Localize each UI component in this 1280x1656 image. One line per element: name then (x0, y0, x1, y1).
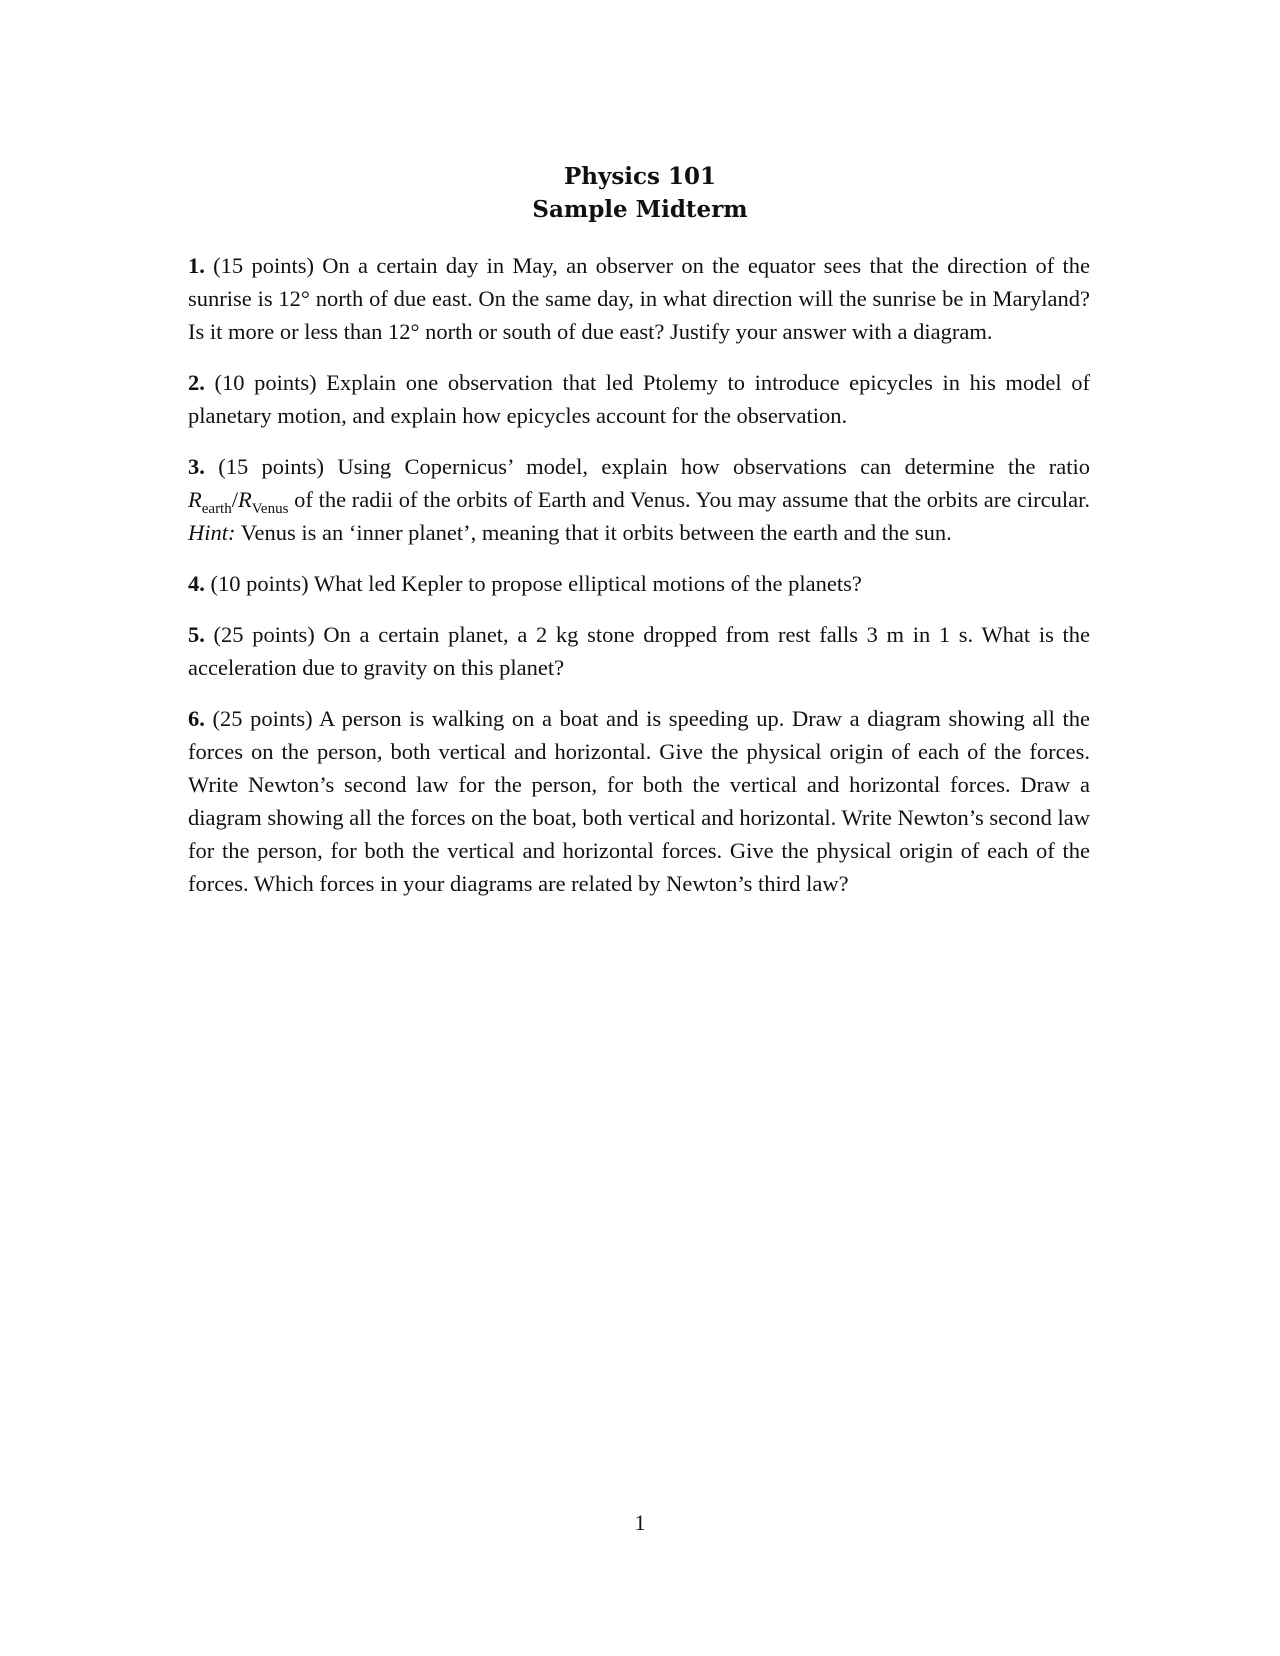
question-list (188, 249, 1090, 918)
question-6 (188, 702, 1090, 900)
ratio-symbol-earth: R (188, 487, 202, 512)
question-number: 6. (188, 706, 205, 731)
question-text: What led Kepler to propose elliptical motions of the planets? (313, 571, 862, 596)
question-number: 1. (188, 253, 205, 278)
question-number: 4. (188, 571, 205, 596)
question-2 (188, 366, 1090, 432)
question-text: A person is walking on a boat and is speeding up. Draw a diagram showing all the forces on the person, both vertical and horizontal. Give the physical origin of each of the forces. Write Newton’s second law for the person, for both the vertical and horizontal forces. Draw a diagram showing all the forces on the boat, both vertical and horizontal. Write Newton’s second law for the person, for both the vertical and horizontal forces. Give the physical origin of each of the forces. Which forces in your diagrams are related by Newton’s third law? (188, 706, 1090, 896)
question-text: On a certain day in May, an observer on the equator sees that the direction of the sunrise is 12° north of due east. On the same day, in what direction will the sunrise be in Maryland? Is it more or less than 12° north or south of due east? Justify your answer with a diagram. (188, 253, 1091, 344)
ratio-slash: / (231, 487, 238, 512)
question-text-after: Venus is an ‘inner planet’, meaning that it orbits between the earth and the sun. (240, 520, 952, 545)
ratio-expression (188, 487, 289, 517)
question-text-middle: of the radii of the orbits of Earth and Venus. You may assume that the orbits are circular. (294, 487, 1091, 512)
question-5 (188, 618, 1090, 684)
question-points: (15 points) (218, 454, 325, 479)
question-points: (15 points) (213, 253, 314, 278)
question-text: On a certain planet, a 2 kg stone dropped from rest falls 3 m in 1 s. What is the acceleration due to gravity on this planet? (188, 622, 1090, 680)
ratio-symbol-venus: R (238, 487, 252, 512)
question-text-before: Using Copernicus’ model, explain how observations can determine the ratio (337, 454, 1091, 479)
document-title: Physics 101 (563, 163, 717, 190)
question-points: (10 points) (214, 370, 317, 395)
question-points: (10 points) (210, 571, 309, 596)
question-number: 2. (188, 370, 205, 395)
question-4 (188, 567, 1090, 600)
title-block (0, 160, 1280, 226)
question-number: 3. (188, 454, 205, 479)
question-points: (25 points) (213, 622, 315, 647)
page-number: 1 (634, 1510, 646, 1535)
hint-label: Hint: (188, 520, 236, 545)
question-number: 5. (188, 622, 205, 647)
question-3 (188, 450, 1090, 549)
question-points: (25 points) (212, 706, 313, 731)
question-text: Explain one observation that led Ptolemy to introduce epicycles in his model of planetary motion, and explain how epicycles account for the observation. (188, 370, 1091, 428)
question-1 (188, 249, 1090, 348)
ratio-subscript-venus: Venus (251, 501, 289, 517)
document-subtitle: Sample Midterm (532, 196, 748, 223)
ratio-subscript-earth: earth (201, 501, 232, 517)
